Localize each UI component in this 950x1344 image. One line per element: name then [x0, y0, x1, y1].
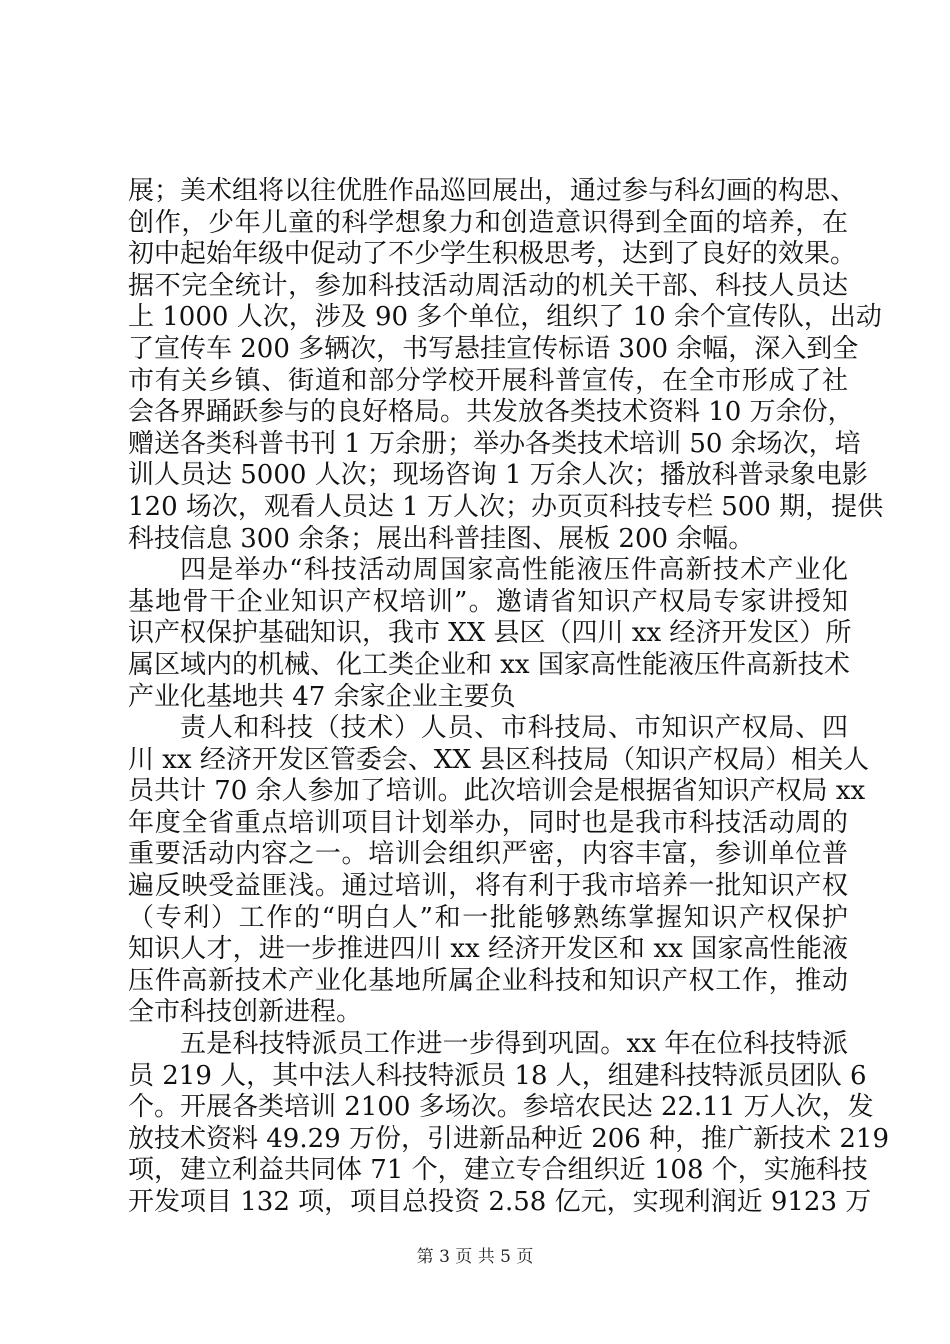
page-number-footer: 第 3 页 共 5 页 [416, 1247, 534, 1267]
text-line: 会各界踊跃参与的良好格局。共发放各类技术资料 10 万余份， [128, 397, 854, 428]
text-line: 据不完全统计，参加科技活动周活动的机关干部、科技人员达 [128, 270, 848, 301]
text-line: 开发项目 132 项，项目总投资 2.58 亿元，实现利润近 9123 万 [128, 1187, 872, 1217]
text-line: 展；美术组将以往优胜作品巡回展出，通过参与科幻画的构思、 [128, 176, 857, 206]
text-line: 全市科技创新进程。 [128, 997, 363, 1028]
text-line: 属区域内的机械、化工类企业和 xx 国家高性能液压件高新技术 [128, 649, 850, 680]
text-line: 120 场次，观看人员达 1 万人次；办页页科技专栏 500 期，提供 [128, 491, 884, 522]
text-line: 项，建立利益共同体 71 个，建立专合组织近 108 个，实施科技 [128, 1155, 868, 1186]
body-text [128, 176, 890, 1219]
text-line: 初中起始年级中促动了不少学生积极思考，达到了良好的效果。 [128, 239, 857, 270]
text-line: 赠送各类科普书刊 1 万余册；举办各类技术培训 50 余场次，培 [128, 428, 861, 459]
text-line: （专利）工作的“明白人”和一批能够熟练掌握知识产权保护 [128, 902, 848, 933]
text-line: 员共计 70 余人参加了培训。此次培训会是根据省知识产权局 xx [128, 776, 866, 807]
paragraph-start-line: 五是科技特派员工作进一步得到巩固。xx 年在位科技特派 [180, 1029, 848, 1060]
text-line: 训人员达 5000 人次；现场咨询 1 万余人次；播放科普录象电影 [128, 460, 868, 491]
text-line: 上 1000 人次，涉及 90 多个单位，组织了 10 余个宣传队，出动 [128, 302, 882, 333]
text-line: 市有关乡镇、街道和部分学校开展科普宣传，在全市形成了社 [128, 365, 848, 396]
text-line: 川 xx 经济开发区管委会、XX 县区科技局（知识产权局）相关人 [128, 744, 870, 775]
text-line: 遍反映受益匪浅。通过培训，将有利于我市培养一批知识产权 [128, 871, 848, 902]
text-line: 员 219 人，其中法人科技特派员 18 人，组建科技特派员团队 6 [128, 1060, 867, 1091]
paragraph-start-line: 责人和科技（技术）人员、市科技局、市知识产权局、四 [180, 713, 848, 744]
text-line: 了宣传车 200 多辆次，书写悬挂宣传标语 300 余幅，深入到全 [128, 333, 859, 364]
text-line: 年度全省重点培训项目计划举办，同时也是我市科技活动周的 [128, 807, 848, 838]
text-line: 重要活动内容之一。培训会组织严密，内容丰富，参训单位普 [128, 839, 848, 870]
paragraph-start-line: 四是举办“科技活动周国家高性能液压件高新技术产业化 [180, 555, 848, 586]
text-line: 放技术资料 49.29 万份，引进新品种近 206 种，推广新技术 219 [128, 1123, 890, 1154]
text-line: 科技信息 300 余条；展出科普挂图、展板 200 余幅。 [128, 523, 755, 554]
text-line: 基地骨干企业知识产权培训”。邀请省知识产权局专家讲授知 [128, 586, 848, 617]
text-line: 压件高新技术产业化基地所属企业科技和知识产权工作，推动 [128, 965, 848, 996]
text-line: 产业化基地共 47 余家企业主要负 [128, 681, 516, 712]
text-line: 创作，少年儿童的科学想象力和创造意识得到全面的培养，在 [128, 207, 848, 238]
text-line: 个。开展各类培训 2100 多场次。参培农民达 22.11 万人次，发 [128, 1092, 874, 1123]
text-line: 知识人才，进一步推进四川 xx 经济开发区和 xx 国家高性能液 [128, 934, 848, 965]
text-line: 识产权保护基础知识，我市 XX 县区（四川 xx 经济开发区）所 [128, 618, 852, 649]
